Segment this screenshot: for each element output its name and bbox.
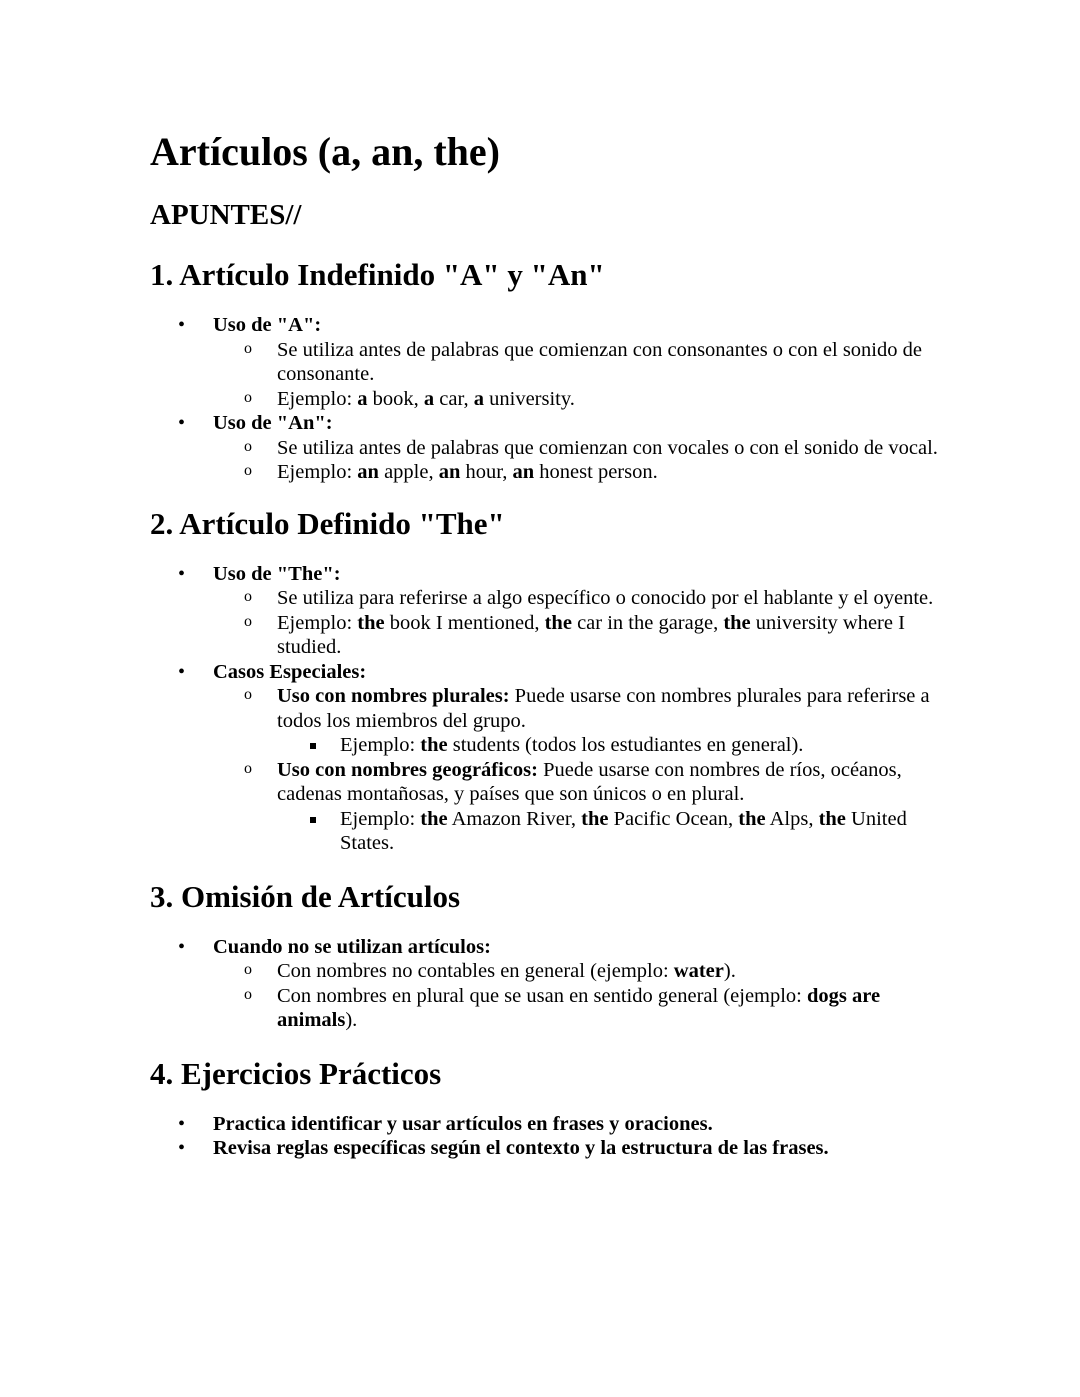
article-word: a: [473, 387, 484, 410]
uso-an-label: Uso de "An":: [213, 412, 333, 434]
list-item: [150, 935, 950, 1033]
plural-desc: Puede usarse con nombres plurales para referirse a todos los miembros del grupo.: [277, 685, 930, 732]
article-word: a: [423, 387, 435, 410]
section-1-heading: 1. Artículo Indefinido "A" y "An": [150, 257, 605, 292]
list-item: [150, 733, 950, 758]
list-item: [150, 460, 950, 485]
article-word: the: [357, 611, 385, 634]
list-item: [150, 313, 950, 411]
article-word: an: [512, 461, 535, 483]
list-item: [150, 562, 950, 660]
example-text: book I mentioned,: [384, 611, 545, 634]
article-word: the: [420, 734, 448, 756]
geo-label: Uso con nombres geográficos:: [277, 758, 538, 781]
article-word: a: [357, 387, 368, 410]
article-word: an: [357, 461, 379, 483]
uso-the-desc: Se utiliza para referirse a algo específico o conocido por el hablante y el oyente.: [277, 587, 934, 609]
section-4-heading: 4. Ejercicios Prácticos: [150, 1055, 442, 1091]
omision-text: ).: [723, 960, 736, 982]
notes-subtitle: APUNTES//: [150, 199, 302, 231]
list-item: [150, 684, 950, 758]
article-word: the: [581, 807, 609, 830]
example-prefix: Ejemplo:: [340, 807, 421, 830]
section-2-list: [150, 562, 950, 856]
uso-the-label: Uso de "The":: [213, 562, 341, 585]
list-item: [150, 411, 950, 485]
example-text: Pacific Ocean,: [608, 807, 739, 830]
section-2-heading: 2. Artículo Definido "The": [150, 505, 505, 541]
example-text: car in the garage,: [571, 611, 724, 634]
page-title: Artículos (a, an, the): [150, 129, 500, 174]
casos-especiales-label: Casos Especiales:: [213, 660, 367, 683]
example-text: Amazon River,: [447, 807, 582, 830]
list-item: [150, 387, 950, 412]
list-item: [150, 436, 950, 461]
example-prefix: Ejemplo:: [277, 611, 358, 634]
list-item: [150, 586, 950, 611]
uso-a-desc: Se utiliza antes de palabras que comienzan con consonantes o con el sonido de consonante.: [277, 338, 922, 385]
example-word: water: [673, 960, 724, 982]
geo-desc: Puede usarse con nombres de ríos, océanos, cadenas montañosas, y países que son únicos o en plural.: [277, 758, 902, 805]
exercise-item: Revisa reglas específicas según el contexto y la estructura de las frases.: [213, 1137, 829, 1159]
article-word: the: [818, 807, 846, 830]
omision-text: Con nombres no contables en general (ejemplo:: [277, 960, 674, 982]
article-word: the: [420, 807, 448, 830]
omision-text: Con nombres en plural que se usan en sentido general (ejemplo:: [277, 984, 808, 1007]
list-item: [150, 959, 950, 984]
exercise-item: Practica identificar y usar artículos en frases y oraciones.: [213, 1112, 713, 1135]
section-3-heading: 3. Omisión de Artículos: [150, 878, 461, 914]
example-text: hour,: [460, 461, 513, 483]
example-prefix: Ejemplo:: [340, 734, 421, 756]
list-item: [150, 807, 950, 856]
document-page: [150, 128, 950, 1161]
example-text: Alps,: [765, 807, 819, 830]
section-1-list: [150, 313, 950, 485]
example-prefix: Ejemplo:: [277, 387, 358, 410]
omision-label: Cuando no se utilizan artículos:: [213, 935, 491, 958]
uso-an-desc: Se utiliza antes de palabras que comienzan con vocales o con el sonido de vocal.: [277, 436, 938, 459]
list-item: [150, 1136, 950, 1161]
list-item: [150, 660, 950, 856]
list-item: [150, 984, 950, 1033]
list-item: [150, 758, 950, 856]
article-word: the: [738, 807, 766, 830]
example-text: students (todos los estudiantes en general).: [447, 734, 804, 756]
plural-label: Uso con nombres plurales:: [277, 685, 510, 707]
example-text: United States.: [340, 807, 907, 854]
article-word: an: [438, 461, 461, 483]
article-word: the: [544, 611, 572, 634]
article-word: the: [723, 611, 751, 634]
omision-text: ).: [345, 1009, 358, 1031]
example-text: car,: [434, 387, 474, 410]
example-text: university.: [484, 387, 575, 410]
section-4-list: [150, 1112, 950, 1161]
example-text: university where I studied.: [277, 611, 905, 658]
list-item: [150, 1112, 950, 1137]
example-text: book,: [367, 387, 424, 410]
list-item: [150, 611, 950, 660]
uso-a-label: Uso de "A":: [213, 314, 322, 336]
example-text: honest person.: [534, 461, 658, 483]
example-prefix: Ejemplo:: [277, 461, 358, 483]
example-text: apple,: [378, 461, 439, 483]
list-item: [150, 338, 950, 387]
example-word: dogs are animals: [277, 984, 881, 1031]
section-3-list: [150, 935, 950, 1033]
